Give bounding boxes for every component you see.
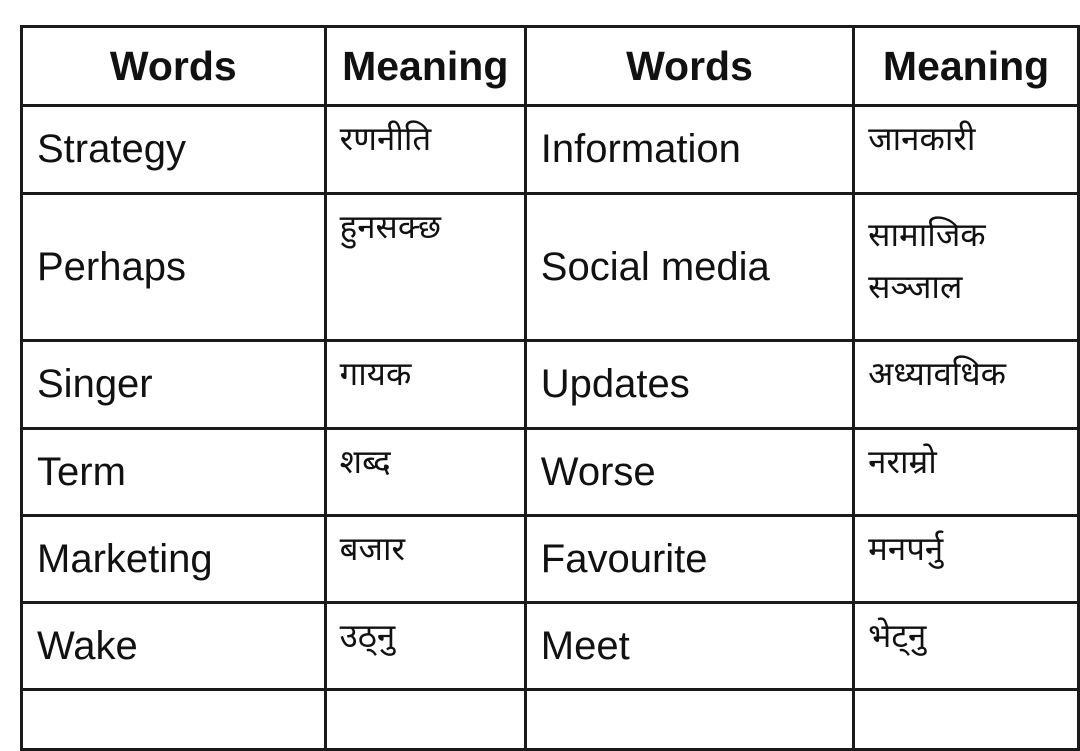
- meaning-cell: सामाजिक सञ्जाल: [854, 194, 1079, 341]
- table-row: [22, 341, 1079, 429]
- word-cell: Marketing: [22, 516, 326, 603]
- table-row: [22, 516, 1079, 603]
- header-row: [22, 27, 1079, 106]
- meaning-cell: उठ्नु: [325, 603, 525, 690]
- word-cell: Singer: [22, 341, 326, 429]
- meaning-cell: [854, 690, 1079, 750]
- meaning-cell: गायक: [325, 341, 525, 429]
- table-row: [22, 194, 1079, 341]
- table-row: [22, 603, 1079, 690]
- word-cell: Term: [22, 429, 326, 516]
- word-cell: Social media: [525, 194, 853, 341]
- word-cell: [525, 690, 853, 750]
- meaning-cell: रणनीति: [325, 106, 525, 194]
- word-cell: Worse: [525, 429, 853, 516]
- meaning-cell: शब्द: [325, 429, 525, 516]
- meaning-cell: नराम्रो: [854, 429, 1079, 516]
- header-meaning-1: Meaning: [325, 27, 525, 106]
- meaning-cell: हुनसक्छ: [325, 194, 525, 341]
- table-row: [22, 429, 1079, 516]
- word-cell: [22, 690, 326, 750]
- word-cell: Meet: [525, 603, 853, 690]
- meaning-cell: जानकारी: [854, 106, 1079, 194]
- meaning-cell: [325, 690, 525, 750]
- header-words-1: Words: [22, 27, 326, 106]
- vocabulary-table: [20, 25, 1080, 751]
- header-meaning-2: Meaning: [854, 27, 1079, 106]
- word-cell: Information: [525, 106, 853, 194]
- table-row: [22, 106, 1079, 194]
- word-cell: Perhaps: [22, 194, 326, 341]
- meaning-cell: बजार: [325, 516, 525, 603]
- table-row-partial: [22, 690, 1079, 750]
- word-cell: Wake: [22, 603, 326, 690]
- meaning-cell: भेट्नु: [854, 603, 1079, 690]
- word-cell: Updates: [525, 341, 853, 429]
- word-cell: Strategy: [22, 106, 326, 194]
- header-words-2: Words: [525, 27, 853, 106]
- meaning-cell: मनपर्नु: [854, 516, 1079, 603]
- word-cell: Favourite: [525, 516, 853, 603]
- meaning-cell: अध्यावधिक: [854, 341, 1079, 429]
